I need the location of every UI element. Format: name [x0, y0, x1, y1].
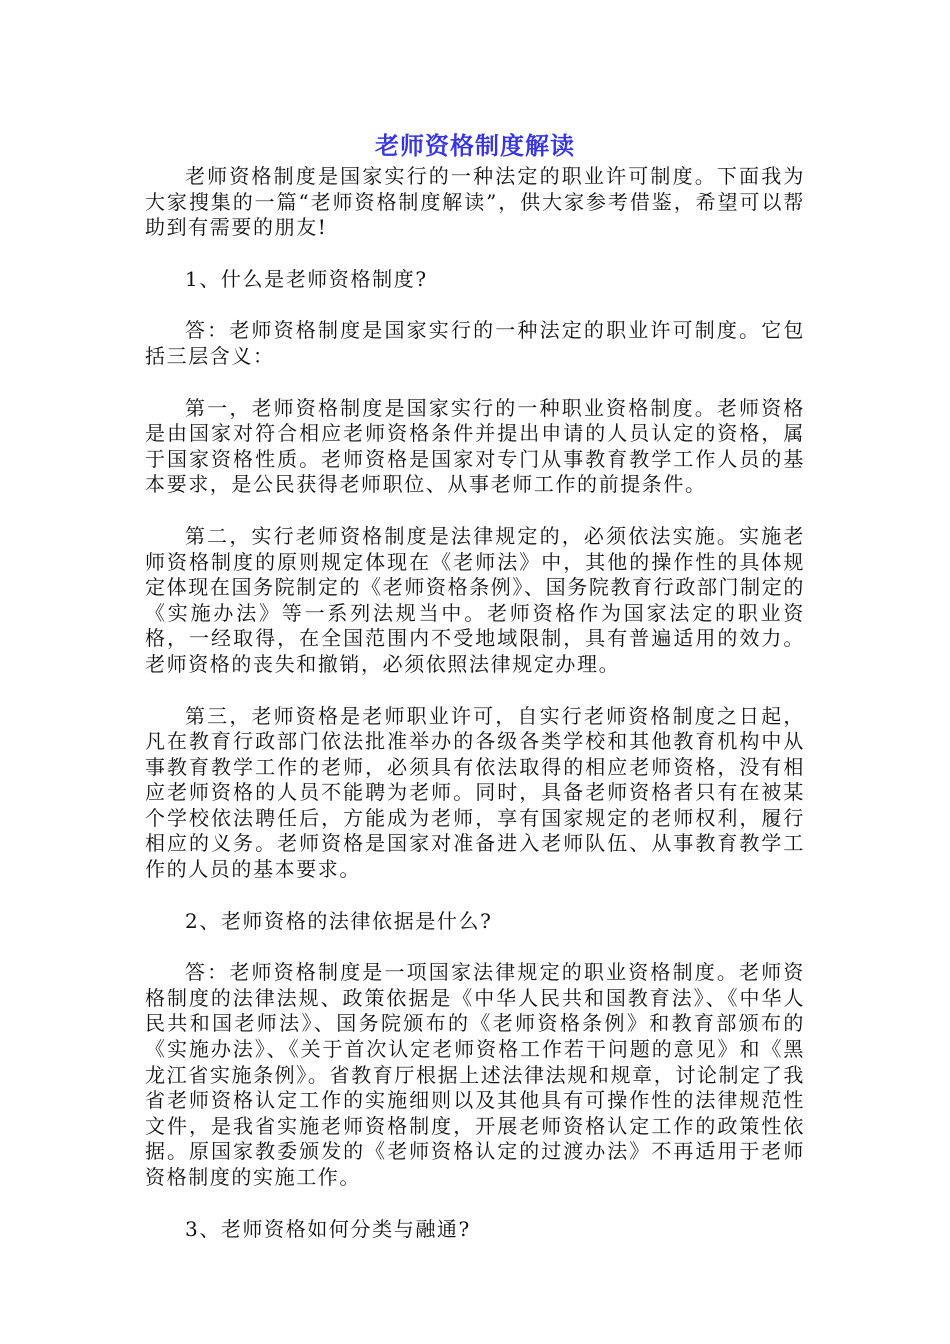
- document-title: 老师资格制度解读: [375, 132, 575, 160]
- question-3-heading: 3、老师资格如何分类与融通?: [185, 1216, 471, 1241]
- question-2-heading: 2、老师资格的法律依据是什么?: [185, 908, 493, 933]
- intro-paragraph: 老师资格制度是国家实行的一种法定的职业许可制度。下面我为大家搜集的一篇“老师资格制度解读”，供大家参考借鉴，希望可以帮助到有需要的朋友!: [145, 164, 805, 240]
- document-page: [145, 130, 805, 1268]
- third-point-paragraph: 第三，老师资格是老师职业许可，自实行老师资格制度之日起，凡在教育行政部门依法批准举办的各级各类学校和其他教育机构中从事教育教学工作的老师，必须具有依法取得的相应老师资格，没有相应老师资格的人员不能聘为老师。同时，具备老师资格者只有在被某个学校依法聘任后，方能成为老师，享有国家规定的老师权利，履行相应的义务。老师资格是国家对准备进入老师队伍、从事教育教学工作的人员的基本要求。: [145, 703, 805, 882]
- question-1-heading: 1、什么是老师资格制度?: [185, 266, 428, 291]
- second-point-paragraph: 第二，实行老师资格制度是法律规定的，必须依法实施。实施老师资格制度的原则规定体现在《老师法》中，其他的操作性的具体规定体现在国务院制定的《老师资格条例》、国务院教育行政部门制定的《实施办法》等一系列法规当中。老师资格作为国家法定的职业资格，一经取得，在全国范围内不受地域限制，具有普遍适用的效力。老师资格的丧失和撤销，必须依照法律规定办理。: [145, 523, 805, 676]
- answer-2-paragraph: 答：老师资格制度是一项国家法律规定的职业资格制度。老师资格制度的法律法规、政策依据是《中华人民共和国教育法》、《中华人民共和国老师法》、国务院颁布的《老师资格条例》和教育部颁布的《实施办法》、《关于首次认定老师资格工作若干问题的意见》和《黑龙江省实施条例》。省教育厅根据上述法律法规和规章，讨论制定了我省老师资格认定工作的实施细则以及其他具有可操作性的法律规范性文件，是我省实施老师资格制度，开展老师资格认定工作的政策性依据。原国家教委颁发的《老师资格认定的过渡办法》不再适用于老师资格制度的实施工作。: [145, 960, 805, 1189]
- first-point-paragraph: 第一，老师资格制度是国家实行的一种职业资格制度。老师资格是由国家对符合相应老师资格条件并提出申请的人员认定的资格，属于国家资格性质。老师资格是国家对专门从事教育教学工作人员的基本要求，是公民获得老师职位、从事老师工作的前提条件。: [145, 395, 805, 497]
- answer-1-paragraph: 答：老师资格制度是国家实行的一种法定的职业许可制度。它包括三层含义：: [145, 318, 805, 368]
